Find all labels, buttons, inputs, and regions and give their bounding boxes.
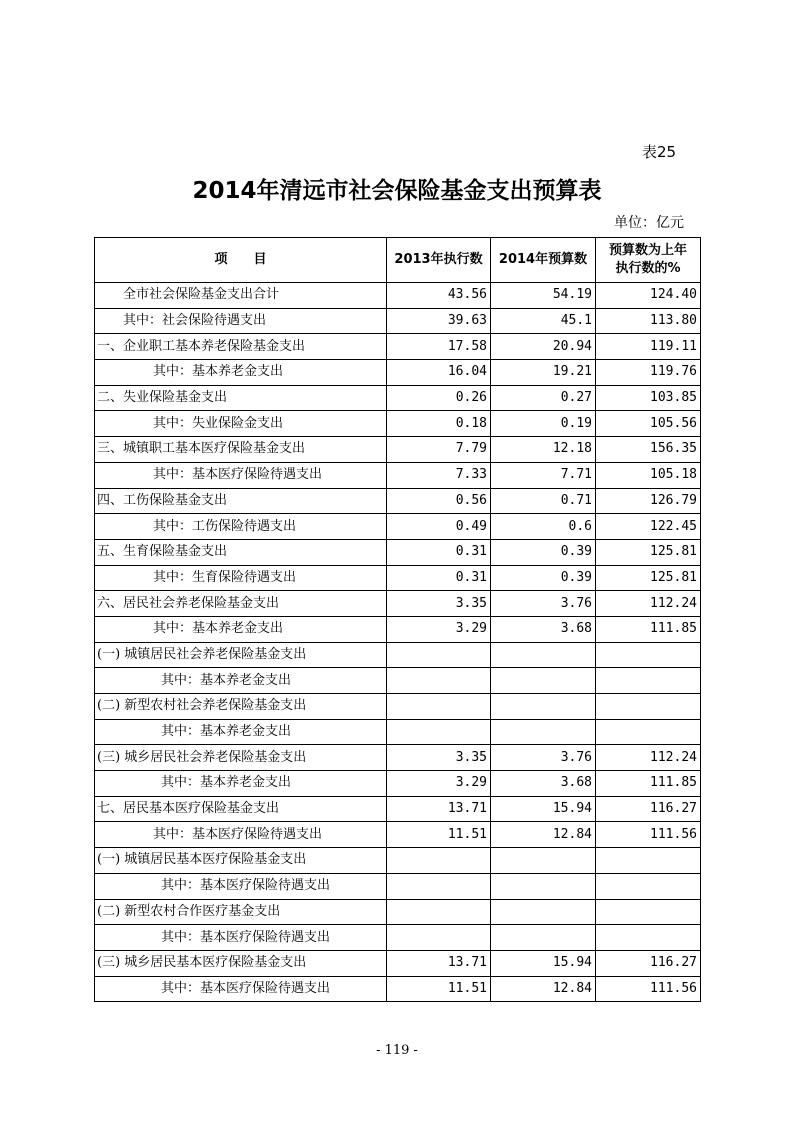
row-budget-2014: 20.94 [491, 334, 596, 360]
table-body [95, 283, 701, 1002]
table-row [95, 411, 701, 437]
page-title: 2014年清远市社会保险基金支出预算表 [192, 178, 602, 204]
row-ratio: 116.27 [596, 796, 701, 822]
row-label: (二) 新型农村社会养老保险基金支出 [95, 694, 387, 720]
row-label: (三) 城乡居民社会养老保险基金支出 [95, 745, 387, 771]
row-budget-2014 [491, 694, 596, 720]
row-ratio: 111.56 [596, 976, 701, 1002]
row-budget-2014: 12.18 [491, 437, 596, 463]
row-label: 其中：基本养老金支出 [95, 668, 387, 694]
row-budget-2014: 0.19 [491, 411, 596, 437]
table-row [95, 796, 701, 822]
table-row [95, 873, 701, 899]
row-label: 其中：基本医疗保险待遇支出 [95, 976, 387, 1002]
row-budget-2014: 3.68 [491, 616, 596, 642]
row-ratio: 116.27 [596, 950, 701, 976]
row-ratio [596, 925, 701, 951]
row-label: 四、工伤保险基金支出 [95, 488, 387, 514]
unit-label: 单位：亿元 [614, 215, 684, 231]
row-exec-2013: 39.63 [387, 308, 491, 334]
row-label: 其中：基本医疗保险待遇支出 [95, 822, 387, 848]
row-label: 其中：基本养老金支出 [95, 360, 387, 386]
row-ratio: 111.85 [596, 616, 701, 642]
row-exec-2013 [387, 925, 491, 951]
row-exec-2013: 17.58 [387, 334, 491, 360]
row-ratio: 105.56 [596, 411, 701, 437]
row-ratio: 105.18 [596, 462, 701, 488]
row-exec-2013 [387, 719, 491, 745]
header-item: 项 目 [95, 238, 387, 283]
row-label: 其中：基本养老金支出 [95, 771, 387, 797]
header-ratio-line2: 执行数的% [615, 261, 681, 276]
row-budget-2014: 0.39 [491, 565, 596, 591]
row-exec-2013: 13.71 [387, 950, 491, 976]
row-exec-2013 [387, 899, 491, 925]
row-budget-2014 [491, 848, 596, 874]
row-ratio: 111.85 [596, 771, 701, 797]
table-row [95, 719, 701, 745]
table-row [95, 771, 701, 797]
row-budget-2014: 15.94 [491, 950, 596, 976]
row-exec-2013 [387, 873, 491, 899]
row-exec-2013: 0.49 [387, 514, 491, 540]
row-budget-2014: 0.6 [491, 514, 596, 540]
row-ratio [596, 899, 701, 925]
row-label: 其中：生育保险待遇支出 [95, 565, 387, 591]
table-row [95, 642, 701, 668]
row-exec-2013: 16.04 [387, 360, 491, 386]
row-ratio: 119.11 [596, 334, 701, 360]
table-row [95, 308, 701, 334]
table-row [95, 334, 701, 360]
row-exec-2013: 3.35 [387, 591, 491, 617]
header-ratio [596, 238, 701, 283]
row-budget-2014: 3.76 [491, 745, 596, 771]
row-label: 五、生育保险基金支出 [95, 539, 387, 565]
row-budget-2014 [491, 642, 596, 668]
row-budget-2014 [491, 668, 596, 694]
table-row [95, 745, 701, 771]
row-budget-2014: 0.27 [491, 385, 596, 411]
table-row [95, 591, 701, 617]
row-ratio [596, 719, 701, 745]
row-budget-2014: 54.19 [491, 283, 596, 309]
row-label: 其中：基本医疗保险待遇支出 [95, 925, 387, 951]
table-row [95, 360, 701, 386]
row-label: 其中：工伤保险待遇支出 [95, 514, 387, 540]
row-ratio [596, 642, 701, 668]
table-row [95, 385, 701, 411]
row-ratio [596, 694, 701, 720]
row-exec-2013: 3.29 [387, 616, 491, 642]
row-label: 其中：基本医疗保险待遇支出 [95, 873, 387, 899]
row-label: (二) 新型农村合作医疗基金支出 [95, 899, 387, 925]
row-exec-2013: 0.31 [387, 539, 491, 565]
header-exec-2013: 2013年执行数 [387, 238, 491, 283]
row-label: 三、城镇职工基本医疗保险基金支出 [95, 437, 387, 463]
table-row [95, 283, 701, 309]
row-budget-2014: 3.68 [491, 771, 596, 797]
row-budget-2014: 7.71 [491, 462, 596, 488]
row-label: (三) 城乡居民基本医疗保险基金支出 [95, 950, 387, 976]
table-row [95, 565, 701, 591]
table-row [95, 462, 701, 488]
table-row [95, 899, 701, 925]
row-ratio: 122.45 [596, 514, 701, 540]
table-row [95, 848, 701, 874]
row-ratio: 111.56 [596, 822, 701, 848]
row-label: 全市社会保险基金支出合计 [95, 283, 387, 309]
row-exec-2013: 43.56 [387, 283, 491, 309]
row-ratio: 125.81 [596, 539, 701, 565]
table-row [95, 616, 701, 642]
header-ratio-line1: 预算数为上年 [608, 243, 687, 258]
row-exec-2013: 13.71 [387, 796, 491, 822]
table-row [95, 668, 701, 694]
row-ratio: 124.40 [596, 283, 701, 309]
row-budget-2014: 3.76 [491, 591, 596, 617]
row-budget-2014: 12.84 [491, 976, 596, 1002]
table-row [95, 694, 701, 720]
row-ratio: 113.80 [596, 308, 701, 334]
row-budget-2014 [491, 719, 596, 745]
row-budget-2014: 12.84 [491, 822, 596, 848]
row-exec-2013: 11.51 [387, 976, 491, 1002]
row-label: 其中：基本医疗保险待遇支出 [95, 462, 387, 488]
row-ratio: 119.76 [596, 360, 701, 386]
row-exec-2013: 0.31 [387, 565, 491, 591]
table-row [95, 488, 701, 514]
budget-table [94, 237, 701, 1002]
table-row [95, 950, 701, 976]
page-number: - 119 - [376, 1043, 418, 1058]
row-ratio [596, 848, 701, 874]
table-row [95, 925, 701, 951]
row-label: 其中：基本养老金支出 [95, 719, 387, 745]
row-budget-2014: 19.21 [491, 360, 596, 386]
row-budget-2014: 15.94 [491, 796, 596, 822]
row-exec-2013: 0.18 [387, 411, 491, 437]
row-exec-2013: 11.51 [387, 822, 491, 848]
row-budget-2014 [491, 873, 596, 899]
table-row [95, 514, 701, 540]
table-row [95, 976, 701, 1002]
row-label: 其中：社会保险待遇支出 [95, 308, 387, 334]
row-label: 其中：基本养老金支出 [95, 616, 387, 642]
row-exec-2013: 7.79 [387, 437, 491, 463]
row-budget-2014 [491, 925, 596, 951]
row-label: 七、居民基本医疗保险基金支出 [95, 796, 387, 822]
row-exec-2013: 3.29 [387, 771, 491, 797]
header-budget-2014: 2014年预算数 [491, 238, 596, 283]
row-label: 二、失业保险基金支出 [95, 385, 387, 411]
row-budget-2014: 0.71 [491, 488, 596, 514]
table-row [95, 437, 701, 463]
row-ratio: 112.24 [596, 591, 701, 617]
row-ratio: 156.35 [596, 437, 701, 463]
row-label: (一) 城镇居民基本医疗保险基金支出 [95, 848, 387, 874]
row-label: (一) 城镇居民社会养老保险基金支出 [95, 642, 387, 668]
row-ratio [596, 873, 701, 899]
table-number: 表25 [642, 143, 677, 161]
row-exec-2013 [387, 642, 491, 668]
table-row [95, 822, 701, 848]
row-ratio: 126.79 [596, 488, 701, 514]
row-exec-2013: 3.35 [387, 745, 491, 771]
row-budget-2014: 45.1 [491, 308, 596, 334]
row-exec-2013 [387, 668, 491, 694]
row-budget-2014 [491, 899, 596, 925]
row-exec-2013 [387, 694, 491, 720]
row-label: 其中：失业保险金支出 [95, 411, 387, 437]
row-exec-2013: 0.26 [387, 385, 491, 411]
row-ratio: 125.81 [596, 565, 701, 591]
row-ratio: 103.85 [596, 385, 701, 411]
row-exec-2013: 0.56 [387, 488, 491, 514]
row-ratio [596, 668, 701, 694]
row-exec-2013 [387, 848, 491, 874]
row-ratio: 112.24 [596, 745, 701, 771]
table-row [95, 539, 701, 565]
table-header-row [95, 238, 701, 283]
row-label: 六、居民社会养老保险基金支出 [95, 591, 387, 617]
row-exec-2013: 7.33 [387, 462, 491, 488]
row-budget-2014: 0.39 [491, 539, 596, 565]
row-label: 一、企业职工基本养老保险基金支出 [95, 334, 387, 360]
